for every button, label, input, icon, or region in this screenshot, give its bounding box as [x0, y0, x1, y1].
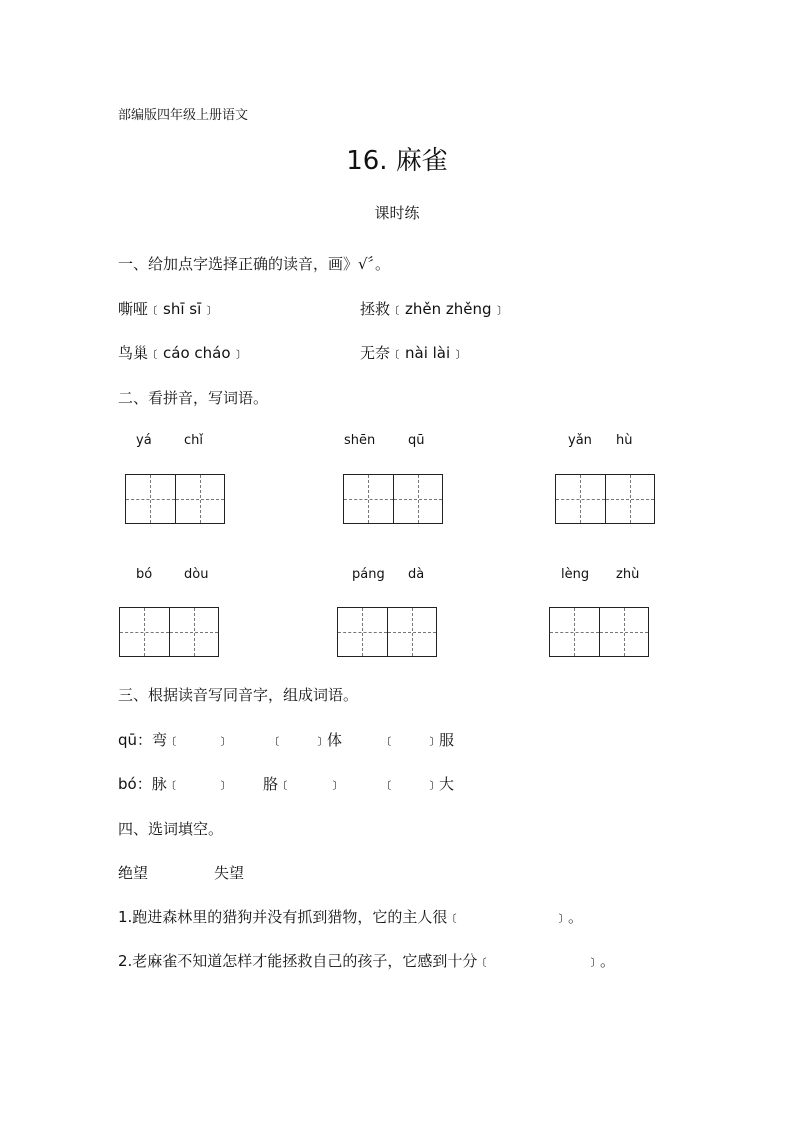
- fill-question-text: 2.老麻雀不知道怎样才能拯救自己的孩子，它感到十分﹝: [118, 952, 493, 970]
- pinyin-label: dà: [408, 567, 425, 582]
- page-subtitle: 课时练: [374, 204, 420, 222]
- homophone-text: ﹞: [215, 731, 231, 749]
- writing-grid[interactable]: [119, 607, 219, 657]
- homophone-text: bó：脉﹝: [118, 775, 182, 793]
- homophone-text: 胳﹝: [263, 775, 294, 793]
- homophone-text: ﹞: [327, 775, 343, 793]
- homophone-text: qū：弯﹝: [118, 731, 183, 749]
- writing-grid[interactable]: [549, 607, 649, 657]
- homophone-text: ﹝: [382, 775, 398, 793]
- section4-heading: 四、选词填空。: [118, 820, 224, 838]
- pinyin-label: hù: [616, 433, 633, 448]
- writing-grid[interactable]: [125, 474, 225, 524]
- homophone-text: ﹞大: [424, 775, 455, 793]
- pinyin-label: shēn: [344, 433, 376, 448]
- section3-heading: 三、根据读音写同音字，组成词语。: [118, 686, 359, 704]
- pinyin-label: zhù: [616, 567, 640, 582]
- homophone-text: ﹞服: [424, 731, 455, 749]
- section1-item: 嘶哑﹝shī sī﹞: [118, 300, 217, 318]
- homophone-text: ﹝: [270, 731, 286, 749]
- section1-item: 拯救﹝zhěn zhěng﹞: [360, 300, 507, 318]
- writing-grid[interactable]: [337, 607, 437, 657]
- fill-question-text: ﹞。: [553, 908, 584, 926]
- pinyin-label: chǐ: [184, 433, 203, 448]
- fill-question-text: 1.跑进森林里的猎狗并没有抓到猎物，它的主人很﹝: [118, 908, 463, 926]
- header-note: 部编版四年级上册语文: [118, 108, 249, 123]
- pinyin-label: páng: [352, 567, 385, 582]
- writing-grid[interactable]: [555, 474, 655, 524]
- pinyin-label: lèng: [561, 567, 590, 582]
- section1-item: 鸟巢﹝cáo cháo﹞: [118, 344, 246, 362]
- section1-heading: 一、给加点字选择正确的读音，画》√〞。: [118, 255, 391, 273]
- page-title: 16. 麻雀: [346, 146, 448, 176]
- fill-question-text: ﹞。: [585, 952, 616, 970]
- section2-heading: 二、看拼音，写词语。: [118, 389, 269, 407]
- pinyin-label: bó: [136, 567, 153, 582]
- pinyin-label: yá: [136, 433, 152, 448]
- homophone-text: ﹞: [215, 775, 231, 793]
- homophone-text: ﹞体: [312, 731, 343, 749]
- section1-item: 无奈﹝nài lài﹞: [360, 344, 466, 362]
- homophone-text: ﹝: [382, 731, 398, 749]
- pinyin-label: qū: [408, 433, 425, 448]
- writing-grid[interactable]: [343, 474, 443, 524]
- word-option: 绝望: [118, 864, 149, 882]
- pinyin-label: yǎn: [568, 433, 592, 448]
- pinyin-label: dòu: [184, 567, 209, 582]
- word-option: 失望: [214, 864, 245, 882]
